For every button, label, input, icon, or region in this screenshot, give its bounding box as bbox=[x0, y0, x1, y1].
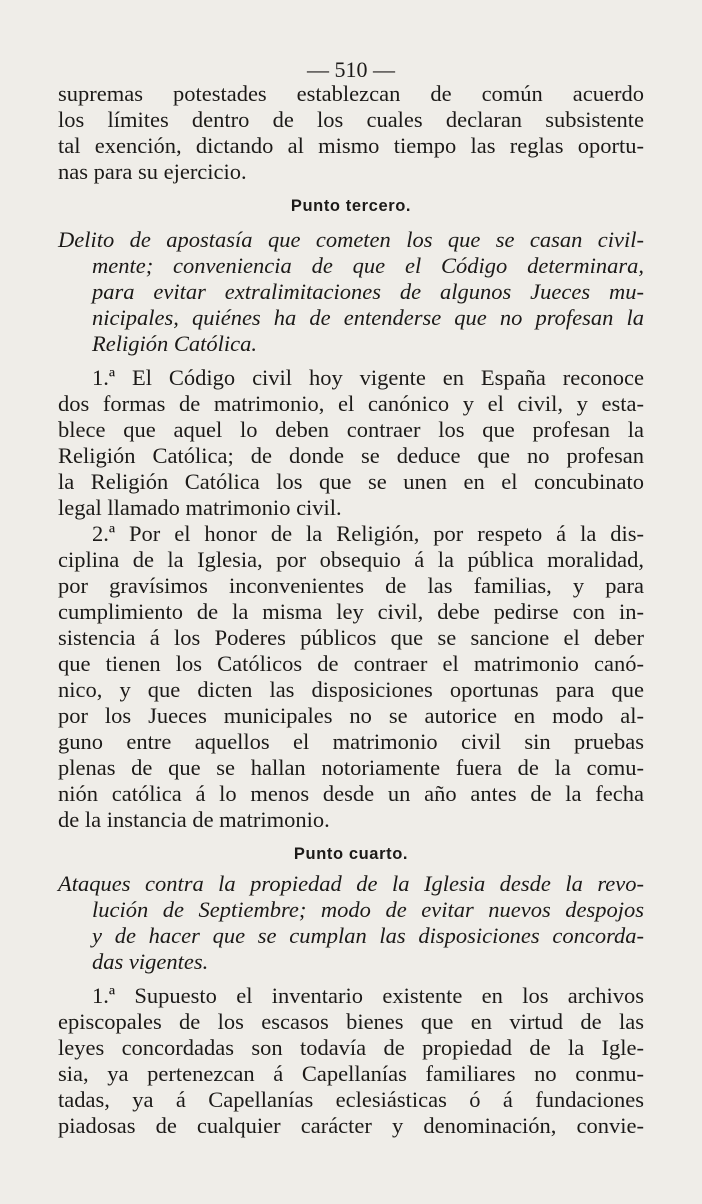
summary-line: para evitar extralimitaciones de algunos Jueces mu- bbox=[92, 279, 644, 304]
text-line: tadas, ya á Capellanías eclesiásticas ó á fundaciones bbox=[58, 1087, 644, 1112]
text-line: Religión Católica; de donde se deduce que no profesan bbox=[58, 443, 644, 468]
summary-line: das vigentes. bbox=[92, 949, 209, 974]
text-line: sistencia á los Poderes públicos que se sancione el deber bbox=[58, 625, 644, 650]
text-line: sia, ya pertenezcan á Capellanías familiares no conmu- bbox=[58, 1061, 644, 1086]
text-line: episcopales de los escasos bienes que en virtud de las bbox=[58, 1009, 644, 1034]
text-line: cumplimiento de la misma ley civil, debe pedirse con in- bbox=[58, 599, 644, 624]
text-line: nico, y que dicten las disposiciones oportunas para que bbox=[58, 677, 644, 702]
text-line: de la instancia de matrimonio. bbox=[58, 807, 330, 832]
text-line: blece que aquel lo deben contraer los que profesan la bbox=[58, 417, 644, 442]
summary-line: lución de Septiembre; modo de evitar nuevos despojos bbox=[92, 897, 644, 922]
text-line: guno entre aquellos el matrimonio civil sin pruebas bbox=[58, 729, 644, 754]
summary-line: nicipales, quiénes ha de entenderse que no profesan la bbox=[92, 305, 644, 330]
summary-line: Delito de apostasía que cometen los que se casan civil- bbox=[58, 227, 644, 252]
section-heading: Punto tercero. bbox=[290, 197, 412, 215]
summary-line: Ataques contra la propiedad de la Iglesia desde la revo- bbox=[58, 871, 644, 896]
text-line: nas para su ejercicio. bbox=[58, 159, 247, 184]
text-line: la Religión Católica los que se unen en el concubinato bbox=[58, 469, 644, 494]
text-line: piadosas de cualquier carácter y denominación, convie- bbox=[58, 1113, 644, 1138]
text-line: 2.ª Por el honor de la Religión, por respeto á la dis- bbox=[92, 521, 644, 546]
text-line: legal llamado matrimonio civil. bbox=[58, 495, 342, 520]
text-line: plenas de que se hallan notoriamente fuera de la comu- bbox=[58, 755, 644, 780]
text-line: por los Jueces municipales no se autorice en modo al- bbox=[58, 703, 644, 728]
text-line: 1.ª El Código civil hoy vigente en España reconoce bbox=[92, 365, 644, 390]
text-line: nión católica á lo menos desde un año antes de la fecha bbox=[58, 781, 644, 806]
text-line: leyes concordadas son todavía de propiedad de la Igle- bbox=[58, 1035, 644, 1060]
page-number: — 510 — bbox=[307, 57, 395, 82]
summary-line: Religión Católica. bbox=[92, 331, 257, 356]
summary-line: mente; conveniencia de que el Código determinara, bbox=[92, 253, 644, 278]
text-line: ciplina de la Iglesia, por obsequio á la pública moralidad, bbox=[58, 547, 644, 572]
text-line: dos formas de matrimonio, el canónico y el civil, y esta- bbox=[58, 391, 644, 416]
text-line: tal exención, dictando al mismo tiempo las reglas oportu- bbox=[58, 133, 644, 158]
text-line: supremas potestades establezcan de común acuerdo bbox=[58, 81, 644, 106]
summary-line: y de hacer que se cumplan las disposiciones concorda- bbox=[92, 923, 644, 948]
text-line: por gravísimos inconvenientes de las familias, y para bbox=[58, 573, 644, 598]
text-line: los límites dentro de los cuales declaran subsistente bbox=[58, 107, 644, 132]
text-line: que tienen los Católicos de contraer el matrimonio canó- bbox=[58, 651, 644, 676]
text-line: 1.ª Supuesto el inventario existente en los archivos bbox=[92, 983, 644, 1008]
section-heading: Punto cuarto. bbox=[293, 845, 409, 863]
